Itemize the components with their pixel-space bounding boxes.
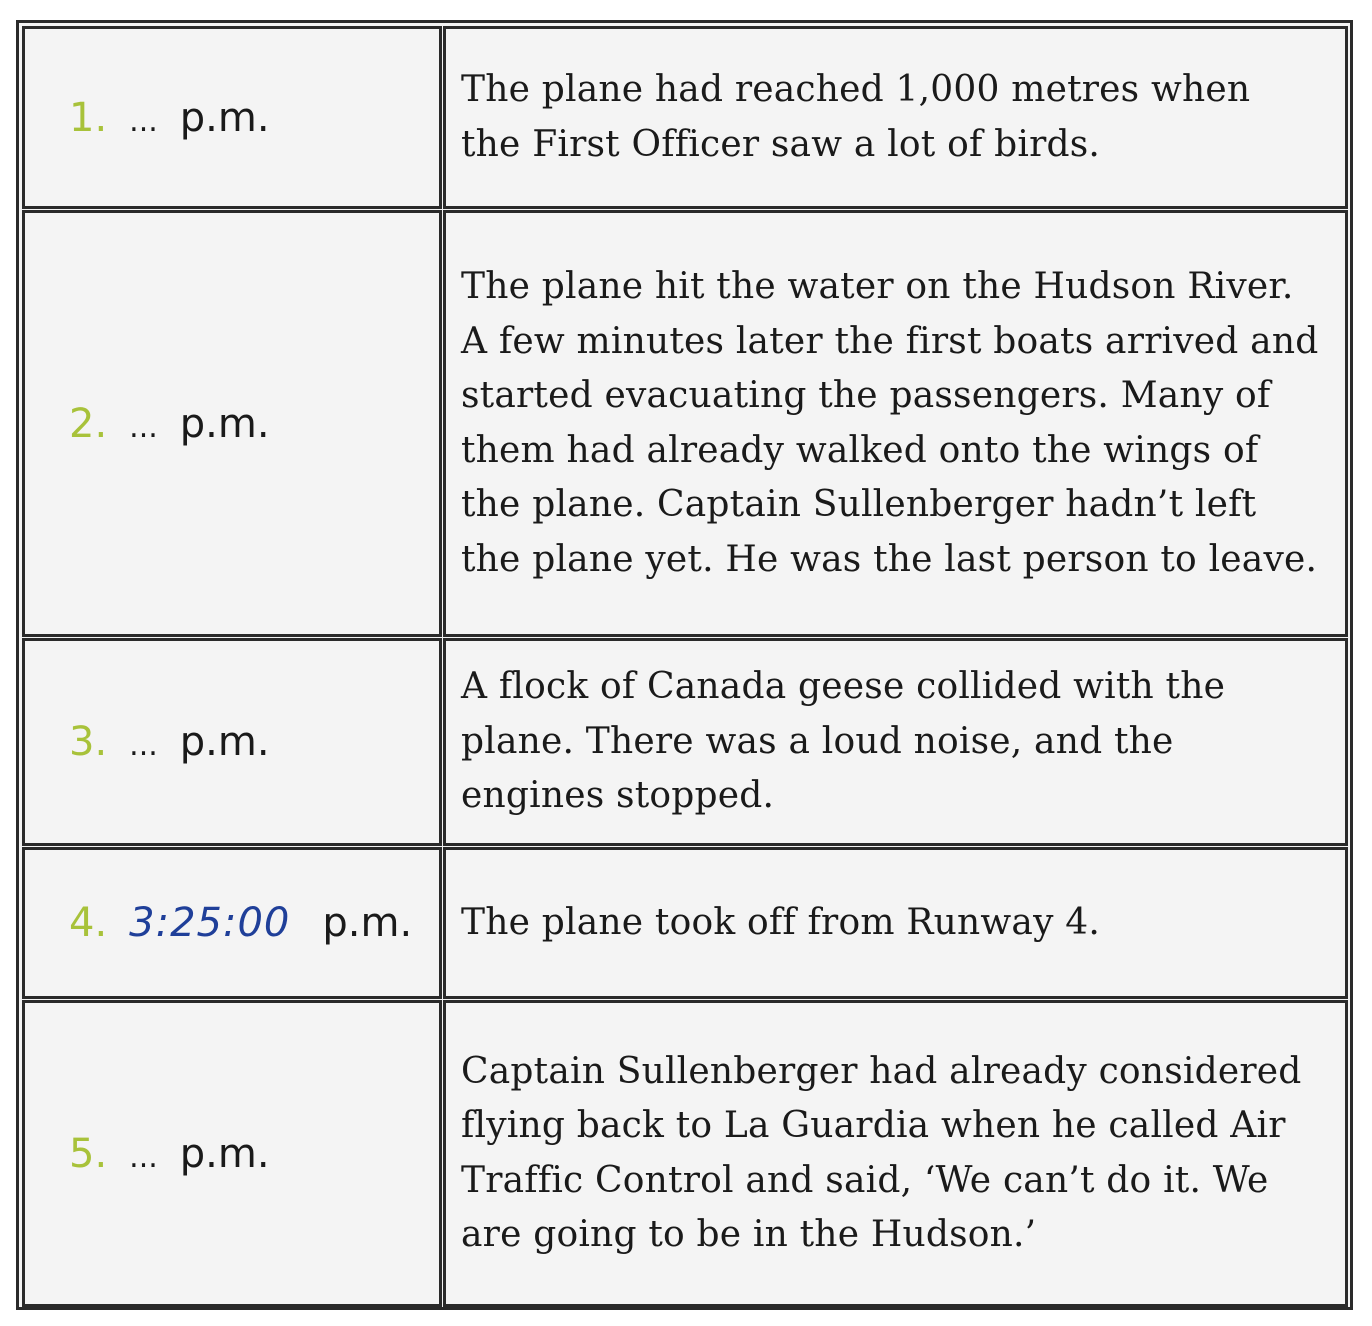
pm-suffix: p.m.	[179, 719, 270, 765]
event-cell	[443, 847, 1348, 999]
row-number: 1.	[69, 94, 108, 141]
time-cell	[22, 26, 442, 209]
time-blank: ...	[129, 103, 158, 139]
row-number: 3.	[69, 719, 108, 765]
pm-suffix: p.m.	[179, 1130, 270, 1177]
time-blank: ...	[129, 728, 158, 763]
handwritten-time: 3:25:00	[129, 900, 291, 946]
pm-suffix: p.m.	[179, 400, 270, 447]
event-text: Captain Sullenberger had already considered flying back to La Guardia when he called Air Traffic Control and said, ‘We can’t do it. We are going to be in the Hudson.’	[461, 1050, 1302, 1255]
time-blank: ...	[129, 409, 158, 445]
event-cell	[443, 638, 1348, 846]
event-text: The plane hit the water on the Hudson River. A few minutes later the first boats arrived and started evacuating the passengers. Many of them had already walked onto the wings of the plane. Captain Sullenberger hadn’t left the plane yet. He was the last person to leave.	[461, 266, 1319, 580]
row-number: 4.	[69, 900, 108, 946]
time-label	[25, 719, 270, 765]
time-cell	[22, 638, 442, 846]
event-text: A flock of Canada geese collided with the plane. There was a loud noise, and the engines stopped.	[461, 666, 1226, 817]
event-text: The plane took off from Runway 4.	[461, 901, 1101, 943]
row-number: 5.	[69, 1130, 108, 1177]
time-label	[25, 95, 270, 141]
pm-suffix: p.m.	[179, 94, 270, 141]
time-label	[25, 900, 412, 946]
event-text: The plane had reached 1,000 metres when the First Officer saw a lot of birds.	[461, 69, 1251, 165]
event-cell	[443, 210, 1348, 637]
time-cell	[22, 847, 442, 999]
time-cell	[22, 1000, 442, 1307]
event-cell	[443, 1000, 1348, 1307]
time-blank: ...	[129, 1139, 158, 1175]
time-label	[25, 401, 270, 447]
pm-suffix: p.m.	[322, 900, 413, 946]
time-label	[25, 1131, 270, 1177]
row-number: 2.	[69, 400, 108, 447]
time-cell	[22, 210, 442, 637]
event-cell	[443, 26, 1348, 209]
